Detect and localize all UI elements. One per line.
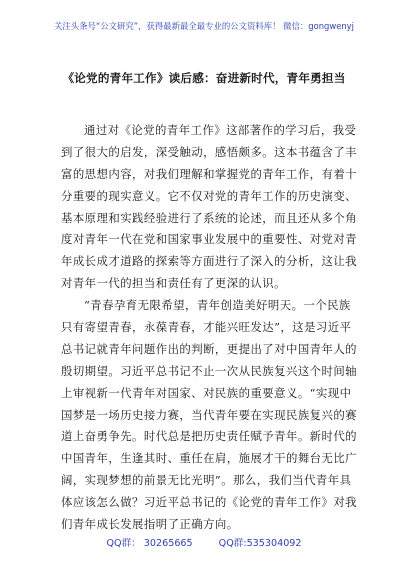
paragraph-line: 阔，实现梦想的前景无比光明”。那么，我们当代青年具: [61, 473, 352, 488]
paragraph-2: [61, 295, 358, 536]
paragraph-line: “青春孕育无限希望，青年创造美好明天。一个民族: [84, 298, 351, 313]
paragraph-line: 国梦是一场历史接力赛，当代青年要在实现民族复兴的赛: [61, 407, 358, 422]
paragraph-line: 道上奋勇争先。时代总是把历史责任赋予青年。新时代的: [61, 429, 358, 444]
paragraph-line: 分重要的现实意义。它不仅对党的青年工作的历史演变、: [61, 188, 358, 203]
paragraph-line: 到了很大的启发，深受触动，感悟颇多。这本书蕴含了丰: [61, 144, 358, 159]
paragraph-line: 只有寄望青春，永葆青春，才能兴旺发达”，这是习近平: [61, 320, 352, 335]
header-note: 关注头条号“公文研究”，获得最新最全最专业的公文资料库！ 微信：gongwenyj: [54, 21, 354, 31]
paragraph-line: 上审视新一代青年对国家、对民族的重要意义。“实现中: [61, 385, 352, 400]
document-title: 《论党的青年工作》读后感：奋进新时代，青年勇担当: [62, 71, 346, 85]
footer-qq-group-1: QQ群： 30265665: [106, 538, 193, 549]
paragraph-1: [61, 120, 358, 295]
paragraph-line: 总书记就青年问题作出的判断，更提出了对中国青年人的: [61, 341, 358, 356]
document-body: [61, 120, 358, 536]
paragraph-line: 殷切期望。习近平总书记不止一次从民族复兴这个时间轴: [61, 363, 358, 378]
footer: [0, 535, 408, 549]
paragraph-line: 们青年成长发展指明了正确方向。: [61, 517, 239, 532]
paragraph-line: 对青年一代的担当和责任有了更深的认识。: [61, 276, 286, 291]
paragraph-line: 度对青年一代在党和国家事业发展中的重要性、对党对青: [61, 232, 358, 247]
paragraph-line: 年成长成才道路的探索等方面进行了深入的分析，这让我: [61, 254, 358, 269]
paragraph-line: 通过对《论党的青年工作》这部著作的学习后，我受: [84, 123, 357, 137]
footer-qq-group-2: QQ群:535304092: [218, 538, 302, 549]
paragraph-line: 基本原理和实践经验进行了系统的论述，而且还从多个角: [61, 210, 358, 225]
paragraph-line: 体应该怎么做？习近平总书记的《论党的青年工作》对我: [61, 495, 358, 510]
paragraph-line: 中国青年，生逢其时、重任在肩，施展才干的舞台无比广: [61, 451, 358, 466]
paragraph-line: 富的思想内容，对我们理解和掌握党的青年工作，有着十: [61, 166, 358, 181]
